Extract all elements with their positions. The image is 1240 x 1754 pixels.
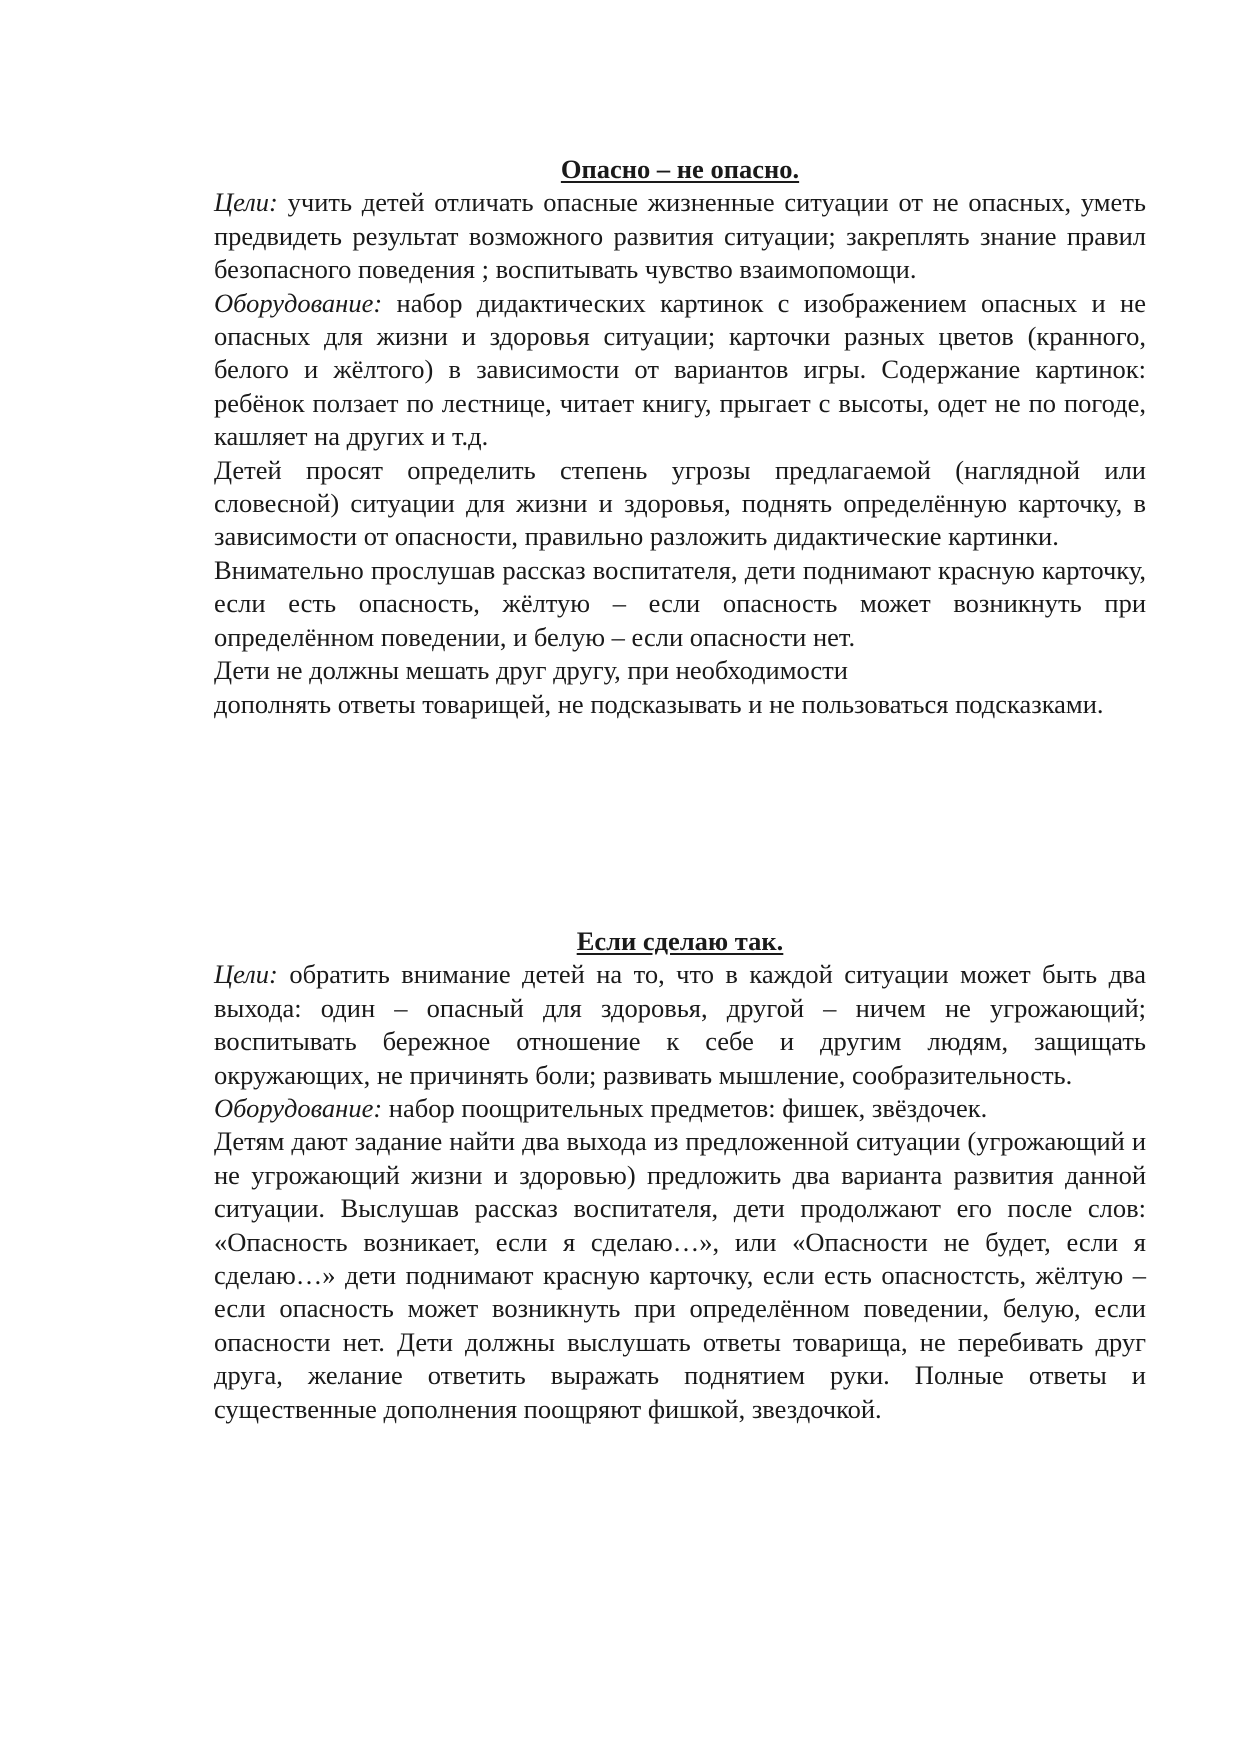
body-paragraph: Детям дают задание найти два выхода из предложенной ситуации (угрожающий и не угрожающий жизни и здоровью) предложить два варианта развития данной ситуации. Выслушав рассказ воспитателя, дети продолжают его после слов: «Опасность возникает, если я сделаю…», или «Опасности не будет, если я сделаю…» дети поднимают красную карточку, если есть опасностсть, жёлтую – если опасность может возникнуть при определённом поведении, белую, если опасности нет. Дети должны выслушать ответы товарища, не перебивать друг друга, желание ответить выражать поднятием руки. Полные ответы и существенные дополнения поощряют фишкой, звездочкой.: [214, 1126, 1146, 1424]
section-title: Если сделаю так.: [576, 926, 784, 956]
section-if-i-do-this: [214, 925, 1146, 1426]
equipment-label: Оборудование:: [214, 1093, 383, 1124]
goals-text: учить детей отличать опасные жизненные ситуации от не опасных, уметь предвидеть результат возможного развития ситуации; закреплять знание правил безопасного поведения ; воспитывать чувство взаимопомощи.: [214, 187, 1146, 285]
equipment-label: Оборудование:: [214, 287, 383, 318]
goals-text: обратить внимание детей на то, что в каждой ситуации может быть два выхода: один – опасный для здоровья, другой – ничем не угрожающий; воспитывать бережное отношение к себе и другим людям, защищать окружающих, не причинять боли; развивать мышление, сообразительность.: [214, 959, 1146, 1090]
equipment-text: набор поощрительных предметов: фишек, звёздочек.: [382, 1093, 988, 1124]
equipment-text: набор дидактических картинок с изображением опасных и не опасных для жизни и здоровья ситуации; карточки разных цветов (кранного, белого и жёлтого) в зависимости от вариантов игры. Содержание картинок: ребёнок ползает по лестнице, читает книгу, прыгает с высоты, одет не по погоде, кашляет на других и т.д.: [214, 287, 1146, 452]
goals-label: Цели:: [214, 959, 278, 990]
goals-paragraph: [214, 186, 1146, 286]
goals-label: Цели:: [214, 187, 278, 218]
section-title: Опасно – не опасно.: [560, 154, 800, 184]
body-line: Дети не должны мешать друг другу, при необходимости: [214, 655, 848, 686]
goals-paragraph: [214, 958, 1146, 1092]
body-paragraph: дополнять ответы товарищей, не подсказывать и не пользоваться подсказками.: [214, 688, 1104, 719]
section-dangerous-not-dangerous: [214, 153, 1146, 721]
equipment-paragraph: [214, 287, 1146, 454]
body-paragraph: Внимательно прослушав рассказ воспитателя, дети поднимают красную карточку, если есть опасность, жёлтую – если опасность может возникнуть при определённом поведении, и белую – если опасности нет.: [214, 554, 1146, 652]
equipment-paragraph: [214, 1092, 1146, 1125]
body-paragraph: Детей просят определить степень угрозы предлагаемой (наглядной или словесной) ситуации для жизни и здоровья, поднять определённую карточку, в зависимости от опасности, правильно разложить дидактические картинки.: [214, 454, 1146, 552]
